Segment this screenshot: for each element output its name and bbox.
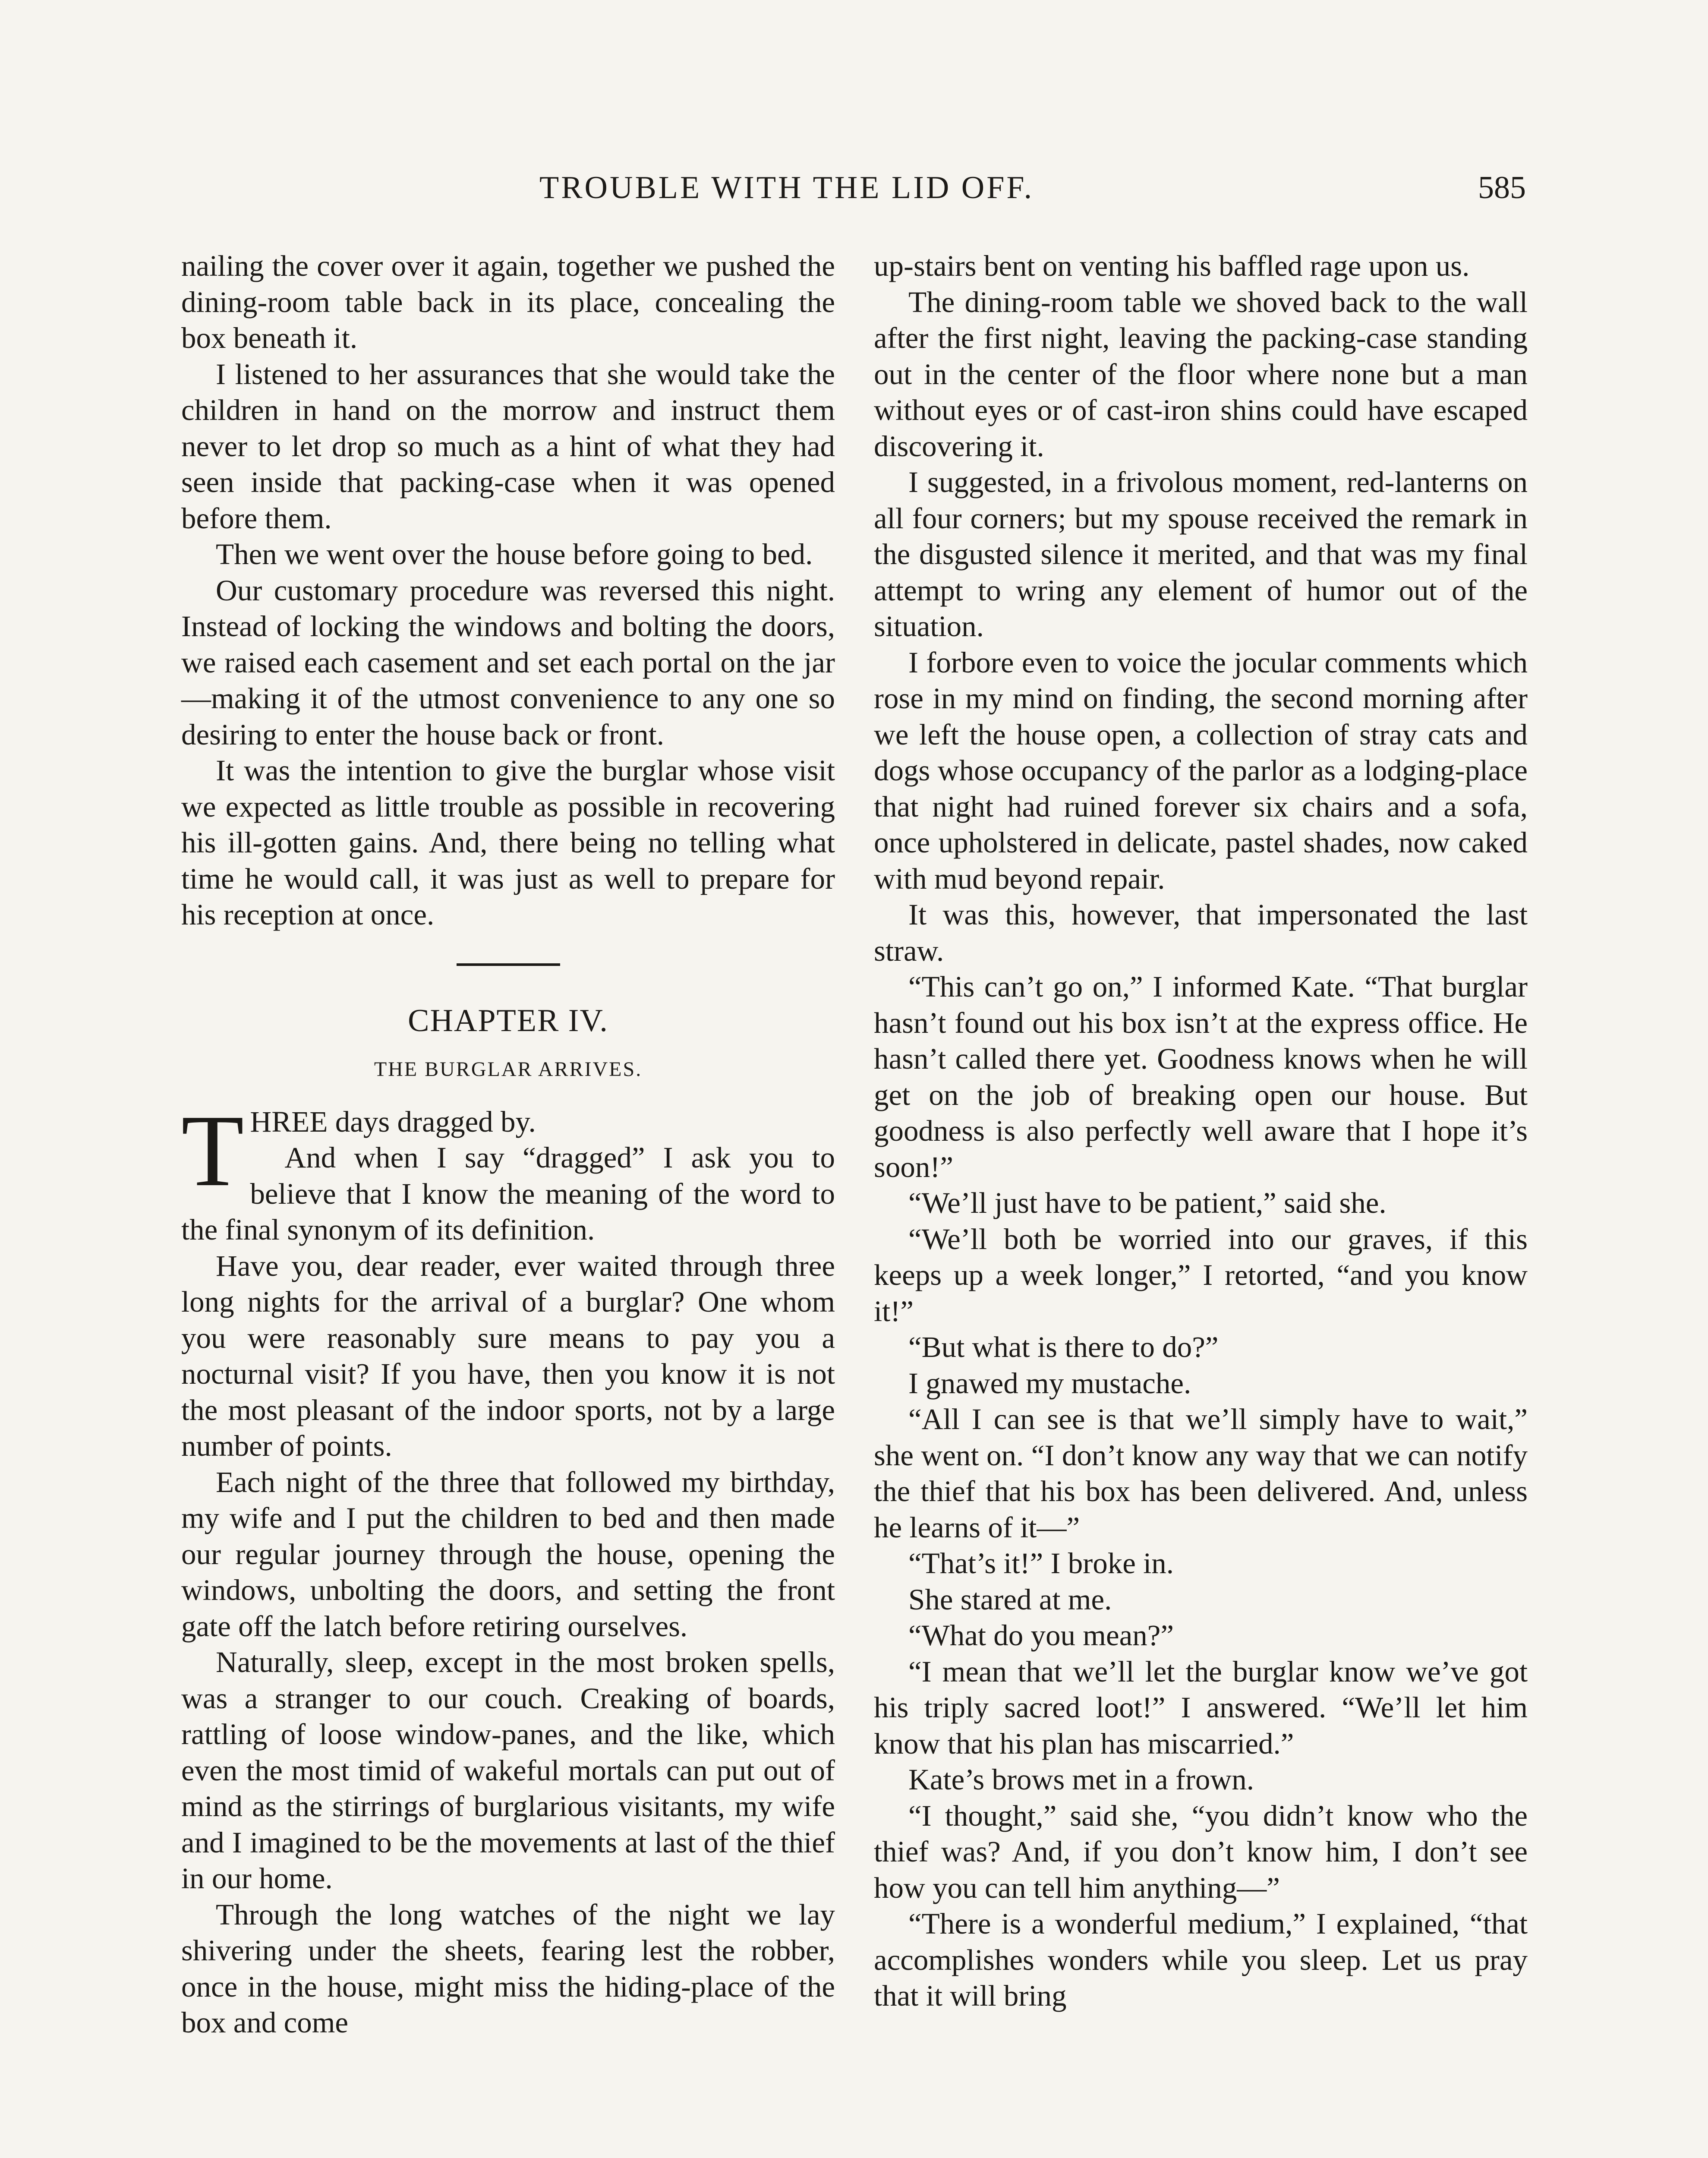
paragraph: Each night of the three that followed my birthday, my wife and I put the children to bed and then made our regular journey through the house, opening the windows, unbolting the doors, and setting the front gate off the latch before retiring ourselves. <box>181 1465 835 1643</box>
paragraph: Then we went over the house before going to bed. <box>216 538 813 571</box>
paragraph: “We’ll both be worried into our graves, if this keeps up a week longer,” I retorted, “and you know it!” <box>874 1222 1528 1328</box>
paragraph: “I mean that we’ll let the burglar know we’ve got his triply sacred loot!” I answered. “We’ll let him know that his plan has miscarried.” <box>874 1655 1528 1760</box>
paragraph: nailing the cover over it again, together we pushed the dining-room table back in its place, concealing the box beneath it. <box>181 249 835 354</box>
paragraph: “This can’t go on,” I informed Kate. “That burglar hasn’t found out his box isn’t at the express office. He hasn’t called there yet. Goodness knows when he will get on the job of breaking open our house. But goodness is also perfectly well aware that I hope it’s soon!” <box>874 970 1528 1183</box>
paragraph: The dining-room table we shoved back to the wall after the first night, leaving the packing-case standing out in the center of the floor where none but a man without eyes or of cast-iron shins could have escaped discovering it. <box>874 285 1528 463</box>
dropcap-opening-line: HREE days dragged by. <box>250 1105 536 1138</box>
paragraph: “All I can see is that we’ll simply have to wait,” she went on. “I don’t know any way that we can notify the thief that his box has been delivered. And, unless he learns of it—” <box>874 1403 1528 1544</box>
paragraph: “That’s it!” I broke in. <box>908 1547 1174 1580</box>
paragraph: “I thought,” said she, “you didn’t know who the thief was? And, if you don’t know him, I don’t see how you can tell him anything—” <box>874 1799 1528 1904</box>
paragraph: She stared at me. <box>908 1583 1112 1616</box>
running-title: TROUBLE WITH THE LID OFF. <box>539 170 1034 205</box>
section-divider <box>457 963 560 966</box>
paragraph: “We’ll just have to be patient,” said she. <box>908 1186 1387 1219</box>
paragraph: It was the intention to give the burglar whose visit we expected as little trouble as possible in recovering his ill-gotten gains. And, there being no telling what time he would call, it was just as well to prepare for his reception at once. <box>181 754 835 931</box>
page-number: 585 <box>1478 170 1526 205</box>
dropcap-paragraph <box>181 1094 835 1248</box>
paragraph: Have you, dear reader, ever waited through three long nights for the arrival of a burglar? One whom you were reasonably sure means to pay you a nocturnal visit? If you have, then you know it is not the most pleasant of the indoor sports, not by a large number of points. <box>181 1249 835 1462</box>
paragraph: “What do you mean?” <box>908 1619 1174 1652</box>
left-column <box>181 248 835 2041</box>
paragraph: Naturally, sleep, except in the most broken spells, was a stranger to our couch. Creaking of boards, rattling of loose window-panes, and the like, which even the most timid of wakeful mortals can put out of mind as the stirrings of burglarious visitants, my wife and I imagined to be the movements at last of the thief in our home. <box>181 1646 835 1895</box>
running-header <box>0 164 1708 211</box>
right-column <box>874 248 1528 2014</box>
paragraph: I suggested, in a frivolous moment, red-lanterns on all four corners; but my spouse received the remark in the disgusted silence it merited, and that was my final attempt to wring any element of humor out of the situation. <box>874 466 1528 643</box>
paragraph: I forbore even to voice the jocular comments which rose in my mind on finding, the second morning after we left the house open, a collection of stray cats and dogs whose occupancy of the parlor as a lodging-place that night had ruined forever six chairs and a sofa, once upholstered in delicate, pastel shades, now caked with mud beyond repair. <box>874 646 1528 895</box>
chapter-subtitle: THE BURGLAR ARRIVES. <box>374 1057 643 1081</box>
paragraph: It was this, however, that impersonated the last straw. <box>874 898 1528 967</box>
paragraph: Kate’s brows met in a frown. <box>908 1763 1254 1796</box>
paragraph: I gnawed my mustache. <box>908 1366 1191 1400</box>
paragraph: Through the long watches of the night we lay shivering under the sheets, fearing lest the robber, once in the house, might miss the hiding-place of the box and come <box>181 1898 835 2039</box>
paragraph: up-stairs bent on venting his baffled rage upon us. <box>874 249 1470 282</box>
drop-cap: T <box>181 1094 244 1208</box>
chapter-title: CHAPTER IV. <box>408 1003 608 1038</box>
paragraph: Our customary procedure was reversed this night. Instead of locking the windows and bolting the doors, we raised each casement and set each portal on the jar—making it of the utmost convenience to any one so desiring to enter the house back or front. <box>181 574 835 751</box>
paragraph: “But what is there to do?” <box>908 1331 1219 1363</box>
dropcap-continuation: And when I say “dragged” I ask you to believe that I know the meaning of the word to the final synonym of its definition. <box>181 1141 835 1246</box>
paragraph: “There is a wonderful medium,” I explained, “that accomplishes wonders while you sleep. Let us pray that it will bring <box>874 1907 1528 2012</box>
paragraph: I listened to her assurances that she would take the children in hand on the morrow and instruct them never to let drop so much as a hint of what they had seen inside that packing-case when it was opened before them. <box>181 357 835 535</box>
